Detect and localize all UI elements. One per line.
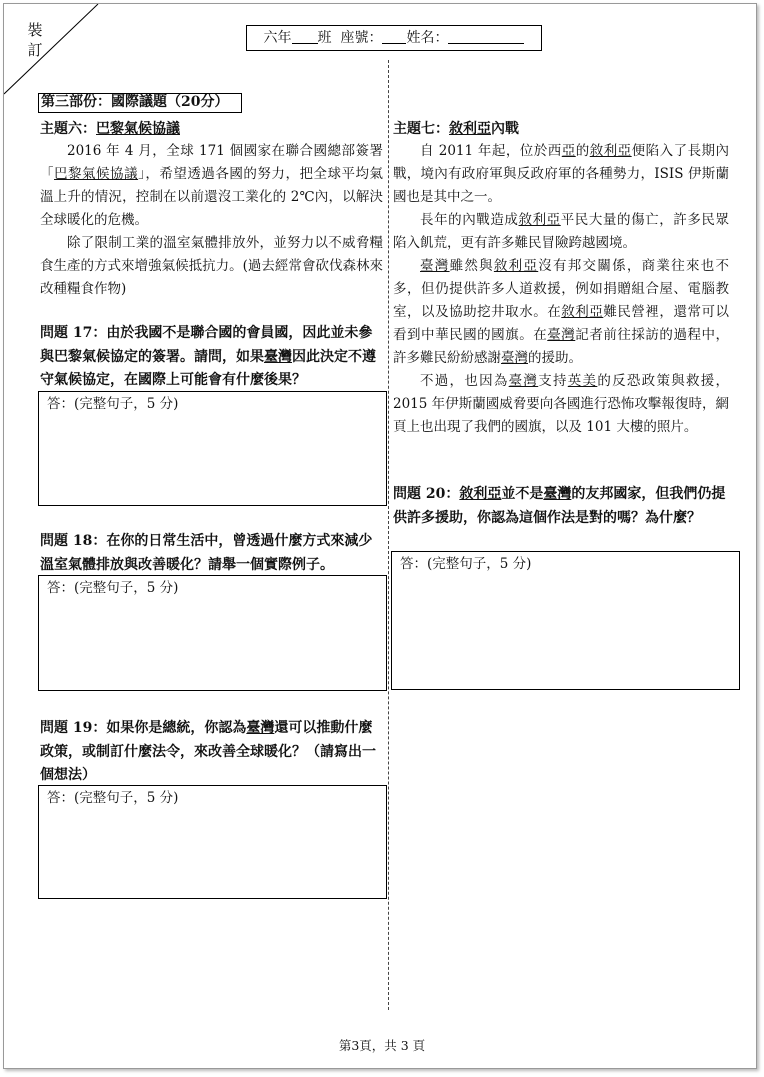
- answer-19-prompt: 答：(完整句子，5 分): [47, 790, 179, 806]
- topic6-p1-text-b: 」，希望透過各國的努力，把全球平均氣溫上升的情況，控制在以前還沒工業化的 2℃內，以解決全球暖化的危機。: [40, 166, 384, 228]
- name-label: 姓名：: [406, 30, 449, 46]
- topic7-p2-text-b: 平民大量的傷亡，許多民眾陷入飢荒，更有許多難民冒險跨越國境。: [393, 212, 730, 251]
- question-18: 問題 18：在你的日常生活中，曾透過什麼方式來減少溫室氣體排放與改善暖化？請舉一個實際例子。: [40, 533, 373, 573]
- topic7-p4-text-c: 的反恐政策與救援，2015 年伊斯蘭國威脅要向各國進行恐怖攻擊報復時，網頁上也出現了我們的國旗，以及 101 大樓的照片。: [393, 373, 730, 435]
- q19-text-b: 還可以推動什麼政策，或制訂什麼法令，來改善全球暖化？（請寫出一個想法）: [40, 720, 376, 783]
- question-20: [393, 483, 731, 530]
- q19-text-a: 問題 19：如果你是總統，你認為: [40, 720, 247, 736]
- topic6-title: 巴黎氣候協議: [96, 121, 180, 137]
- answer-box-20[interactable]: [391, 551, 740, 690]
- topic7-p4-underlined-1: 臺灣: [508, 373, 539, 389]
- topic6-paragraph-1: [40, 140, 383, 232]
- section-title: 第三部份：國際議題（20分）: [38, 93, 242, 113]
- topic7-p3-underlined-1: 臺灣: [420, 258, 450, 274]
- answer-18-prompt: 答：(完整句子，5 分): [47, 580, 179, 596]
- topic7-p1-underlined-2: 敘利亞: [589, 143, 632, 159]
- topic7-p3-underlined-3: 敘利亞: [561, 304, 604, 320]
- binding-label: 裝訂: [27, 21, 43, 59]
- grade-label: 六年: [263, 30, 292, 46]
- topic7-p3-underlined-5: 臺灣: [501, 350, 528, 366]
- topic6-p1-text-a: 2016 年 4 月，全球 171 個國家在聯合國總部簽署「: [40, 143, 383, 182]
- topic7-p3-underlined-4: 臺灣: [547, 327, 576, 343]
- topic7-p1-text-c: 便陷入了長期內戰，境內有政府軍與反政府軍的各種勢力，ISIS 伊斯蘭國也是其中之一。: [393, 143, 730, 205]
- seat-blank[interactable]: [382, 28, 406, 44]
- topic7-paragraph-2: [393, 209, 729, 255]
- seat-label: 座號：: [340, 30, 383, 46]
- topic7-p2-text-a: 長年的內戰造成: [420, 212, 519, 228]
- class-label: 班: [317, 30, 332, 46]
- binding-corner-mark: [4, 4, 104, 99]
- topic7-p4-text-b: 支持: [538, 373, 568, 389]
- q17-text-b: 因此決定不遵守氣候協定，在國際上可能會有什麼後果？: [40, 348, 376, 388]
- q20-text-a: 問題 20：: [393, 486, 460, 502]
- topic7-p4-text-a: 不過，也因為: [420, 373, 509, 389]
- q20-text-c: 的友邦國家，但我們仍提供許多援助，你認為這個作法是對的嗎？為什麼？: [393, 486, 726, 526]
- topic7-p3-text-b: 沒有邦交關係，商業往來也不多，但仍提供許多人道救援，例如捐贈組合屋、電腦教室，以及協助挖井取水。在: [393, 258, 730, 320]
- topic6-label: 主題六：: [40, 121, 96, 137]
- topic7-paragraph-3: [393, 255, 729, 370]
- question-17: [40, 322, 385, 393]
- topic7-paragraph-4: [393, 370, 729, 439]
- class-blank[interactable]: [292, 28, 318, 44]
- answer-20-prompt: 答：(完整句子，5 分): [400, 556, 532, 572]
- topic7-heading: [393, 119, 519, 139]
- student-info-header: [246, 25, 542, 51]
- topic7-p3-text-d: 記者前往採訪的過程中，許多難民紛紛感謝: [393, 327, 730, 366]
- topic7-p4-underlined-2: 英美: [567, 373, 598, 389]
- topic7-p1-text-b: 的: [575, 143, 590, 159]
- column-divider: [388, 60, 389, 1010]
- topic7-p3-text-a: 雖然與: [449, 258, 494, 274]
- topic7-p2-underlined: 敘利亞: [518, 212, 561, 228]
- topic7-paragraph-1: [393, 140, 729, 209]
- topic7-p3-underlined-2: 敘利亞: [493, 258, 539, 274]
- topic7-p1-text-a: 自 2011 年起，位於西: [420, 143, 562, 159]
- question-19: [40, 717, 385, 788]
- answer-box-17[interactable]: [38, 391, 387, 506]
- topic6-heading: [40, 119, 180, 139]
- q17-text-a: 問題 17：由於我國不是聯合國的會員國，因此並未參與巴黎氣候協定的簽署。請問，如果: [40, 325, 373, 365]
- topic6-paragraph-2: 除了限制工業的溫室氣體排放外，並努力以不威脅糧食生產的方式來增強氣候抵抗力。(過去經常會砍伐森林來改種糧食作物): [40, 235, 383, 297]
- page-number: 第3頁，共 3 頁: [338, 1038, 426, 1053]
- topic7-p3-text-c: 難民營裡，還常可以看到中華民國的國旗。在: [393, 304, 730, 343]
- q20-underlined-1: 敘利亞: [459, 486, 502, 502]
- topic7-title: 敘利亞: [449, 121, 491, 137]
- q19-underlined: 臺灣: [246, 720, 275, 736]
- q20-underlined-2: 臺灣: [543, 486, 572, 502]
- answer-box-19[interactable]: [38, 785, 387, 899]
- name-blank[interactable]: [448, 28, 524, 44]
- topic7-label: 主題七：: [393, 121, 449, 137]
- topic7-title-rest: 內戰: [491, 121, 519, 137]
- answer-box-18[interactable]: [38, 575, 387, 691]
- topic6-p1-underlined: 巴黎氣候協議: [54, 166, 139, 182]
- topic7-p1-underlined-1: 亞: [561, 143, 576, 159]
- answer-17-prompt: 答：(完整句子，5 分): [47, 396, 179, 412]
- q20-text-b: 並不是: [501, 486, 544, 502]
- topic7-p3-text-e: 的援助。: [528, 350, 582, 366]
- q17-underlined: 臺灣: [264, 348, 292, 365]
